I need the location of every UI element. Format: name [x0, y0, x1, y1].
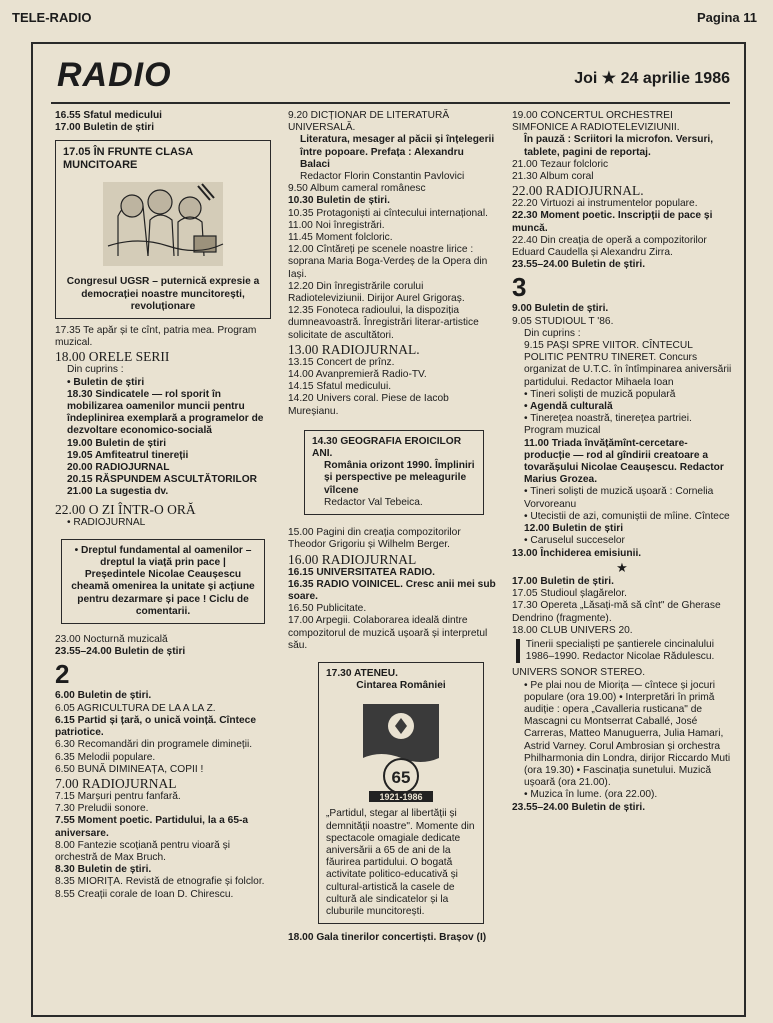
program-entry: 13.15 Concert de prînz. — [288, 356, 395, 368]
program-entry: 9.20 DICȚIONAR DE LITERATURĂ UNIVERSALĂ. — [288, 110, 450, 134]
broadcast-date: Joi ★ 24 aprilie 1986 — [574, 70, 730, 87]
program-entry: 8.00 Fantezie scoțiană pentru vioară și orchestră de Max Bruch. — [55, 839, 230, 863]
program-entry: 9.05 STUDIOUL T '86. — [512, 315, 614, 327]
commentary-text: • Dreptul fundamental al oamenilor – dreptul la viață prin pace | Președintele Nicolae Ceaușescu cheamă omenirea la unitate și acțiune pentru dezarmare și pace ! Ciclu de comentarii. — [71, 544, 255, 617]
feature-caption: Congresul UGSR – puternică expresie a democrației noastre muncitorești, revoluționare — [66, 276, 260, 312]
feature-subheading: Cintarea României — [356, 680, 446, 692]
program-entry: Din cuprins : — [524, 327, 581, 339]
program-entry: 16.00 RADIOJURNAL — [288, 551, 417, 567]
program-entry: 12.35 Fonoteca radioului, la dispoziția dumneavoastră. Înregistrări literar-artistice solicitate de ascultători. — [288, 305, 479, 341]
section-star: ★ — [616, 559, 628, 575]
program-entry: 8.35 MIORIȚA. Revistă de etnografie și folclor. — [55, 876, 265, 888]
program-entry: 7.00 RADIOJURNAL — [55, 775, 177, 791]
program-entry: • Tineri soliști de muzică populară — [524, 388, 676, 400]
program-entry: 11.00 Triada învățămînt-cercetare-producție — rod al gîndirii creatoare a tovarășului Nicolae Ceaușescu. Redactor Marius Grozea. — [524, 437, 724, 486]
program-entry: 21.30 Album coral — [512, 171, 594, 183]
program-entry: 22.20 Virtuozi ai instrumentelor populare. — [512, 198, 698, 210]
radio-program-frame — [31, 42, 746, 1017]
program-entry: 18.00 CLUB UNIVERS 20. — [512, 624, 633, 636]
program-entry: 18.00 Gala tinerilor concertiști. Brașov (I) — [288, 932, 487, 944]
club-note-bar — [516, 639, 520, 663]
program-entry: 13.00 Închiderea emisiunii. — [512, 547, 642, 559]
section-title: RADIO — [57, 56, 172, 94]
program-entry: 14.15 Sfatul medicului. — [288, 381, 392, 393]
program-entry: 7.30 Preludii sonore. — [55, 803, 149, 815]
program-entry: 20.00 RADIOJURNAL — [67, 462, 170, 474]
program-entry: 23.55–24.00 Buletin de știri. — [512, 801, 646, 813]
program-entry: Din cuprins : — [67, 364, 124, 376]
program-entry: 16.15 UNIVERSITATEA RADIO. — [288, 566, 435, 578]
program-entry: 17.00 Buletin de știri — [55, 122, 155, 134]
emblem-years: 1921-1986 — [379, 792, 423, 803]
feature-heading: 14.30 GEOGRAFIA EROICILOR ANI. — [312, 435, 462, 460]
page-header — [12, 6, 761, 26]
program-entry: 19.00 CONCERTUL ORCHESTREI SIMFONICE A RADIOTELEVIZIUNII. — [512, 110, 680, 134]
program-entry: 20.15 RĂSPUNDEM ASCULTĂTORILOR — [67, 474, 257, 486]
program-entry: 23.55–24.00 Buletin de știri — [55, 646, 186, 658]
feature-redactor: Redactor Val Tebeica. — [324, 496, 423, 508]
emblem-number: 65 — [391, 768, 411, 788]
program-entry: • Muzica în lume. (ora 22.00). — [524, 789, 658, 801]
program-entry: 19.05 Amfiteatrul tinereții — [67, 449, 189, 461]
program-entry: 17.05 Studioul șlagărelor. — [512, 588, 627, 600]
program-entry: 12.00 Cîntăreți pe scenele noastre lirice : soprana Maria Boga-Verdeș de la Opera din Iași. — [288, 244, 488, 280]
program-entry: 15.00 Pagini din creația compozitorilor Theodor Grigoriu și Wilhelm Berger. — [288, 527, 461, 551]
program-entry: 10.35 Protagoniști ai cîntecului internațional. — [288, 207, 488, 219]
party-flag-emblem-icon — [351, 696, 451, 804]
program-entry: 19.00 Buletin de știri — [67, 437, 167, 449]
program-entry: 9.00 Buletin de știri. — [512, 303, 609, 315]
commentary-box — [61, 539, 265, 624]
program-entry: 9.15 PAȘI SPRE VIITOR. CÎNTECUL POLITIC PENTRU TINERET. Concurs organizat de U.T.C. în întîmpinarea aniversării partidului. Redactor Mihaela Ioan — [524, 340, 732, 388]
program-entry: 17.35 Te apăr și te cînt, patria mea. Program muzical. — [55, 325, 257, 349]
feature-body: România orizont 1990. Împliniri și perspective pe meleagurile vîlcene — [324, 460, 475, 496]
program-entry: 6.35 Melodii populare. — [55, 751, 156, 763]
feature-box-geografia — [304, 430, 484, 515]
workers-illustration — [63, 176, 263, 272]
program-entry: 14.20 Univers coral. Piese de Iacob Mureșianu. — [288, 393, 449, 417]
program-entry: 12.20 Din înregistrările corului Radioteleviziunii. Dirijor Aurel Grigoraș. — [288, 280, 465, 305]
page-number: Pagina 11 — [697, 10, 757, 25]
program-entry: 7.15 Marșuri pentru fanfară. — [55, 790, 181, 802]
feature-heading: 17.30 ATENEU. — [326, 667, 398, 679]
program-entry: • Pe plai nou de Miorița — cîntece și jocuri populare (ora 19.00) • Interpretări în primă audiție : opera „Cavalleria rusticana" de Mascagni cu Montserrat Caballé, José Carreras, Matteo Manuguerra, Julia Hamari, Astrid Varney. Corul Ambrosian și orchestra Philharmonia din Londra, dirijor Riccardo Muti (ora 19.30) • Fascinația sunetului. Muzică ușoară (ora 21.00). — [524, 679, 731, 789]
program-entry: 6.05 AGRICULTURA DE LA A LA Z. — [55, 702, 216, 714]
program-entry: 21.00 La sugestia dv. — [67, 486, 169, 498]
program-entry: 9.50 Album cameral românesc — [288, 183, 426, 195]
program-entry: Literatura, mesager al păcii și înțelegerii între popoare. Prefața : Alexandru Balaci — [300, 134, 495, 170]
program-entry: 7.55 Moment poetic. Partidului, la a 65-a aniversare. — [55, 815, 249, 839]
program-entry: 17.00 Buletin de știri. — [512, 575, 614, 587]
program-entry: 18.00 ORELE SERII — [55, 349, 170, 365]
program-entry: Redactor Florin Constantin Pavlovici — [300, 171, 465, 183]
program-entry: 17.00 Arpegii. Colaborarea ideală dintre compozitorul de muzică ușoară și interpretul său. — [288, 615, 488, 651]
program-entry: 6.00 Buletin de știri. — [55, 690, 152, 702]
program-number-3: 3 — [512, 272, 527, 303]
feature-box-ateneu — [318, 662, 484, 924]
program-entry: 14.00 Avanpremieră Radio-TV. — [288, 369, 427, 381]
program-entry: • Utecistii de azi, comuniștii de mîine. Cîntece — [524, 510, 730, 522]
program-entry: 11.00 Noi înregistrări. — [288, 219, 385, 231]
column-program-1-continued — [288, 110, 496, 944]
program-entry: 13.00 RADIOJURNAL. — [288, 341, 420, 357]
program-entry: 8.30 Buletin de știri. — [55, 864, 152, 876]
program-entry: 6.50 BUNĂ DIMINEAȚA, COPII ! — [55, 763, 204, 775]
club-note-text: Tinerii specialiști pe șantierele cincinalului 1986–1990. Redactor Nicolae Rădulescu. — [525, 638, 715, 663]
feature-box-clasa-muncitoare — [55, 140, 271, 319]
program-entry: 6.30 Recomandări din programele dimineții. — [55, 739, 253, 751]
program-entry: 16.55 Sfatul medicului — [55, 110, 163, 121]
program-entry: 18.30 Sindicatele — rol sporit în mobilizarea oamenilor muncii pentru îndeplinirea exemplară a programelor de dezvoltare economico-socială — [67, 388, 264, 437]
program-entry: 22.40 Din creația de operă a compozitorilor Eduard Caudella și Alexandru Zirra. — [512, 234, 707, 259]
program-entry: 8.55 Creații corale de Ioan D. Chirescu. — [55, 888, 234, 900]
program-entry: • Tineri soliști de muzică ușoară : Cornelia Vorvoreanu — [524, 486, 714, 510]
program-entry: • Buletin de știri — [67, 376, 145, 388]
program-number-2: 2 — [55, 659, 70, 690]
program-entry: UNIVERS SONOR STEREO. — [512, 667, 646, 679]
club-note — [516, 639, 732, 663]
program-entry: 12.00 Buletin de știri — [524, 523, 624, 535]
program-entry: 16.50 Publicitate. — [288, 603, 367, 615]
column-program-3 — [512, 110, 732, 814]
program-entry: 22.00 O ZI ÎNTR-O ORĂ — [55, 501, 196, 517]
program-entry: • RADIOJURNAL — [67, 516, 146, 528]
magazine-name: TELE-RADIO — [12, 10, 92, 25]
title-divider — [51, 102, 730, 104]
program-entry: 21.00 Tezaur folcloric — [512, 158, 609, 170]
column-program-1 — [55, 110, 271, 901]
program-entry: 23.55–24.00 Buletin de știri. — [512, 259, 646, 271]
program-entry: 17.30 Opereta „Lăsați-mă să cînt" de Gherase Dendrino (fragmente). — [512, 600, 721, 624]
program-entry: • Agendă culturală — [524, 401, 613, 413]
program-entry: În pauză : Scriitori la microfon. Versuri, tablete, pagini de reportaj. — [524, 134, 714, 158]
program-entry: 10.30 Buletin de știri. — [288, 195, 390, 207]
program-entry: 22.00 RADIOJURNAL. — [512, 183, 644, 199]
feature-heading: 17.05 ÎN FRUNTE CLASA MUNCITOARE — [63, 146, 193, 172]
program-entry: 6.15 Partid și țară, o unică voință. Cîntece patriotice. — [55, 714, 256, 739]
program-entry: 11.45 Moment folcloric. — [288, 232, 393, 244]
program-entry: 22.30 Moment poetic. Inscripții de pace și muncă. — [512, 210, 713, 234]
program-entry: 16.35 RADIO VOINICEL. Cresc anii mei sub soare. — [288, 578, 496, 602]
program-entry: 23.00 Nocturnă muzicală — [55, 634, 168, 646]
program-entry: • Tinerețea noastră, tinerețea partriei. Program muzical — [524, 413, 692, 437]
workers-illustration-icon — [98, 176, 228, 272]
anniversary-emblem — [326, 696, 476, 804]
feature-body: „Partidul, stegar al libertății și demnității noastre". Momente din spectacole omagiale dedicate aniversării a 65 de ani de la făurirea partidului. O bogată activitate politico-educativă și cultural-artistică la casele de cultură ale sindicatelor și la cluburile muncitorești. — [326, 808, 475, 917]
program-entry: • Caruselul succeselor — [524, 535, 625, 547]
